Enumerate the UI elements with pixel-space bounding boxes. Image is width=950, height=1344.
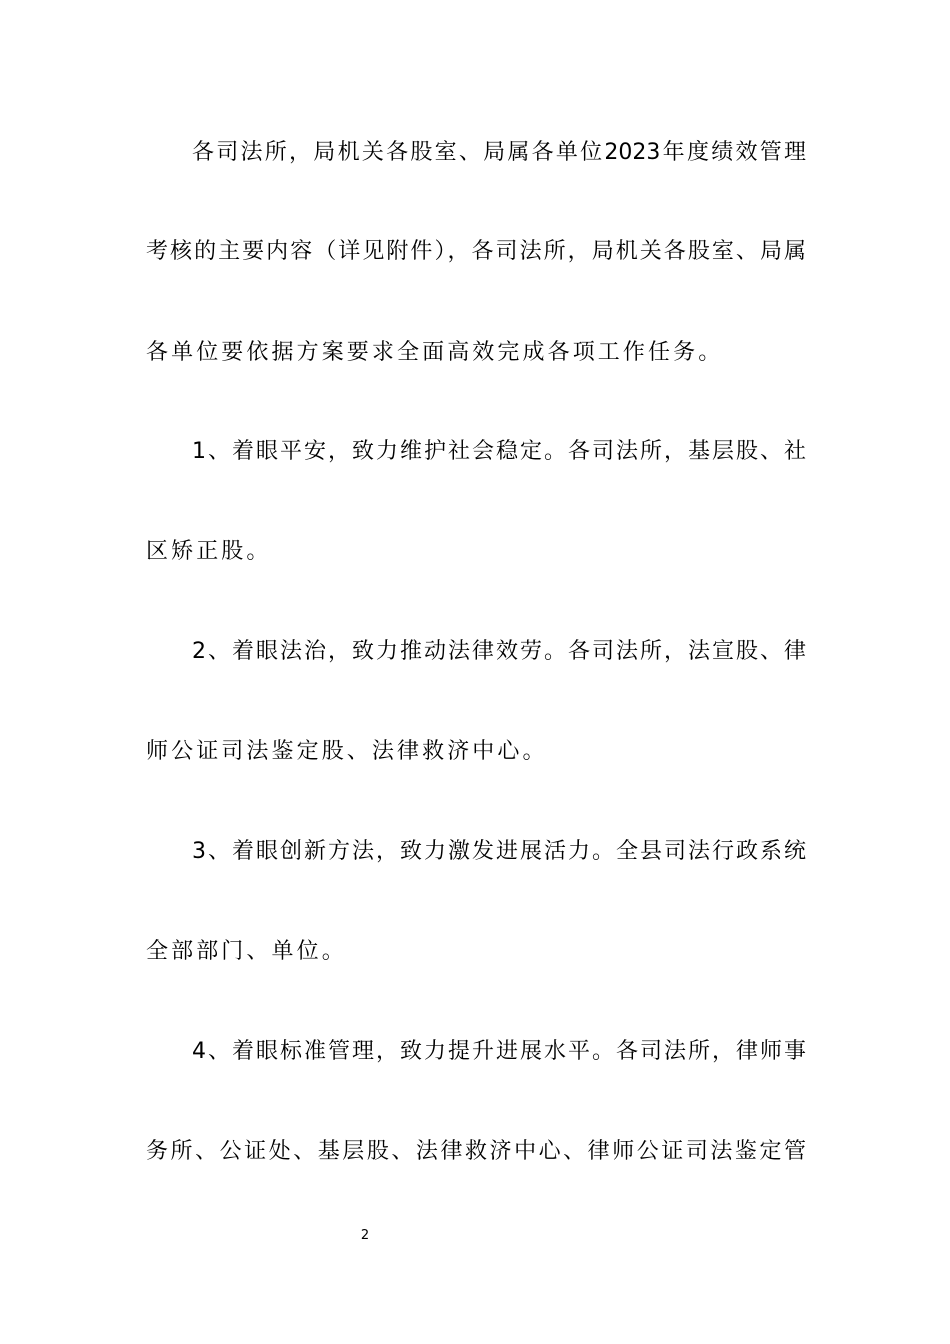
paragraph-3-line-1: 2、着眼法治，致力推动法律效劳。各司法所，法宣股、律: [192, 639, 806, 664]
page-number: 2: [360, 1228, 370, 1243]
paragraph-1-line-2: 考核的主要内容（详见附件），各司法所，局机关各股室、局属: [146, 239, 806, 264]
paragraph-4-line-2: 全部部门、单位。: [146, 939, 347, 964]
paragraph-3-line-2: 师公证司法鉴定股、法律救济中心。: [146, 739, 548, 764]
paragraph-2-line-1: 1、着眼平安，致力维护社会稳定。各司法所，基层股、社: [192, 439, 806, 464]
paragraph-1-line-3: 各单位要依据方案要求全面高效完成各项工作任务。: [146, 340, 724, 365]
paragraph-4-line-1: 3、着眼创新方法，致力激发进展活力。全县司法行政系统: [192, 839, 806, 864]
paragraph-5-line-1: 4、着眼标准管理，致力提升进展水平。各司法所，律师事: [192, 1039, 806, 1064]
paragraph-5-line-2: 务所、公证处、基层股、法律救济中心、律师公证司法鉴定管: [146, 1139, 806, 1164]
paragraph-2-line-2: 区矫正股。: [146, 539, 272, 564]
paragraph-1-line-1: 各司法所，局机关各股室、局属各单位2023年度绩效管理: [192, 140, 806, 165]
